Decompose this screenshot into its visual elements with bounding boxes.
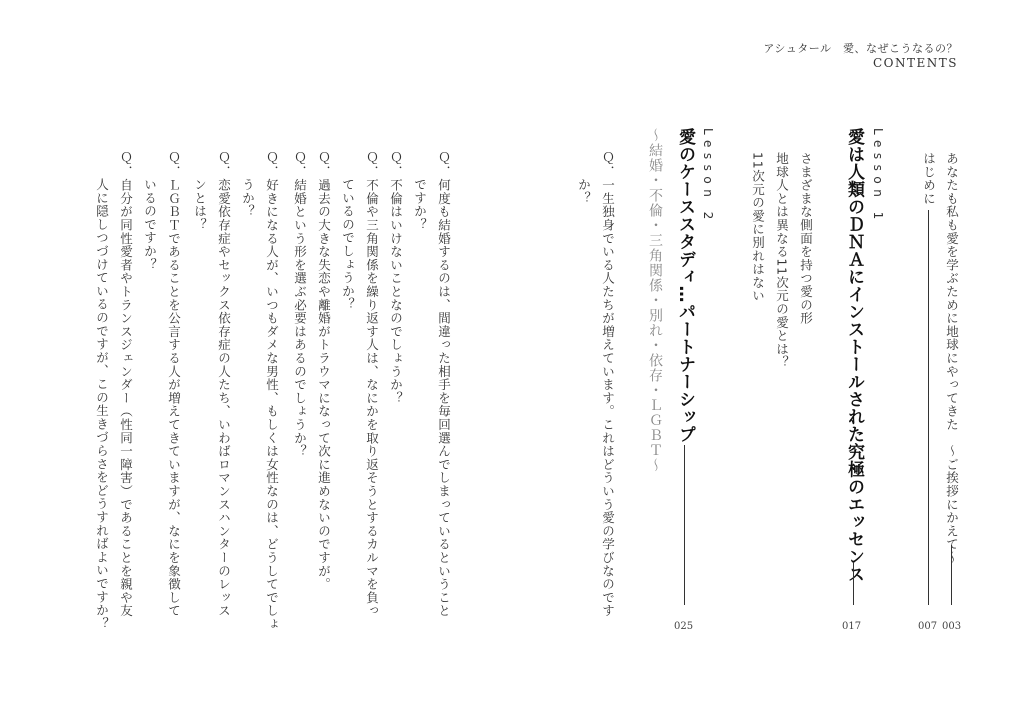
question-item[interactable]: Ｑ．一生独身でいる人たちが増えています。これはどういう愛の学びなのです: [600, 152, 616, 618]
leader-rule: [684, 445, 685, 605]
lesson-1-item[interactable]: さまざまな側面を持つ愛の形: [798, 152, 814, 325]
lesson-2-label: Lesson 2: [701, 128, 715, 225]
lesson-1-item[interactable]: 地球人とは異なる11次元の愛とは？: [774, 152, 790, 370]
question-item[interactable]: Ｑ．自分が同性愛者やトランスジェンダー（性同一障害）であることを親や友: [118, 152, 134, 618]
page-number: 007: [918, 621, 938, 632]
question-item[interactable]: Ｑ．ＬＧＢＴであることを公言する人が増えてきていますが、なにを象徴して: [166, 152, 182, 618]
question-item[interactable]: Ｑ．不倫や三角関係を繰り返す人は、なにかを取り返そうとするカルマを負っ: [364, 152, 380, 618]
lesson-1-label: Lesson 1: [871, 128, 885, 225]
question-item[interactable]: Ｑ．何度も結婚するのは、間違った相手を毎回選んでしまっているということ: [436, 152, 452, 618]
question-item-cont[interactable]: 人に隠しつづけているのですが、この生きづらさをどうすればよいですか？: [94, 178, 110, 631]
running-header-book-title: アシュタール 愛、なぜこうなるの？: [763, 42, 958, 55]
question-item-cont[interactable]: ているのでしょうか？: [340, 178, 356, 311]
page-number: 003: [942, 621, 962, 632]
question-item[interactable]: Ｑ．恋愛依存症やセックス依存症の人たち、いわばロマンスハンターのレッス: [216, 152, 232, 618]
toc-entry-preface-greeting[interactable]: あなたも私も愛を学ぶために地球にやってきた 〜ご挨拶にかえて〜: [944, 152, 960, 565]
question-item[interactable]: Ｑ．結婚という形を選ぶ必要はあるのでしょうか？: [292, 152, 308, 458]
toc-entry-preface-intro[interactable]: はじめに: [921, 152, 937, 206]
page-number: 017: [842, 621, 862, 632]
question-item-cont[interactable]: ンとは？: [192, 178, 208, 232]
page-number: 025: [674, 621, 694, 632]
lesson-2-subtitle: 〜結婚・不倫・三角関係・別れ・依存・ＬＧＢＴ〜: [647, 128, 663, 473]
toc-entry-lesson-1-title[interactable]: 愛は人類のＤＮＡにインストールされた究極のエッセンス: [844, 128, 864, 583]
toc-entry-lesson-2-title[interactable]: 愛のケーススタディ…パートナーシップ: [675, 128, 695, 443]
question-item-cont[interactable]: うか？: [240, 178, 256, 218]
running-header-contents: CONTENTS: [872, 56, 958, 70]
lesson-1-item[interactable]: 11次元の愛に別れはない: [750, 152, 766, 303]
question-item[interactable]: Ｑ．好きになる人が、いつもダメな男性、もしくは女性なのは、どうしてでしょ: [264, 152, 280, 631]
question-item[interactable]: Ｑ．過去の大きな失恋や離婚がトラウマになって次に進めないのですが。: [316, 152, 332, 591]
leader-rule: [951, 545, 952, 605]
leader-rule: [853, 562, 854, 605]
question-item-cont[interactable]: ですか？: [412, 178, 428, 232]
question-item-cont[interactable]: か？: [576, 178, 592, 205]
question-item[interactable]: Ｑ．不倫はいけないことなのでしょうか？: [388, 152, 404, 405]
question-item-cont[interactable]: いるのですか？: [142, 178, 158, 272]
leader-rule: [928, 210, 929, 605]
